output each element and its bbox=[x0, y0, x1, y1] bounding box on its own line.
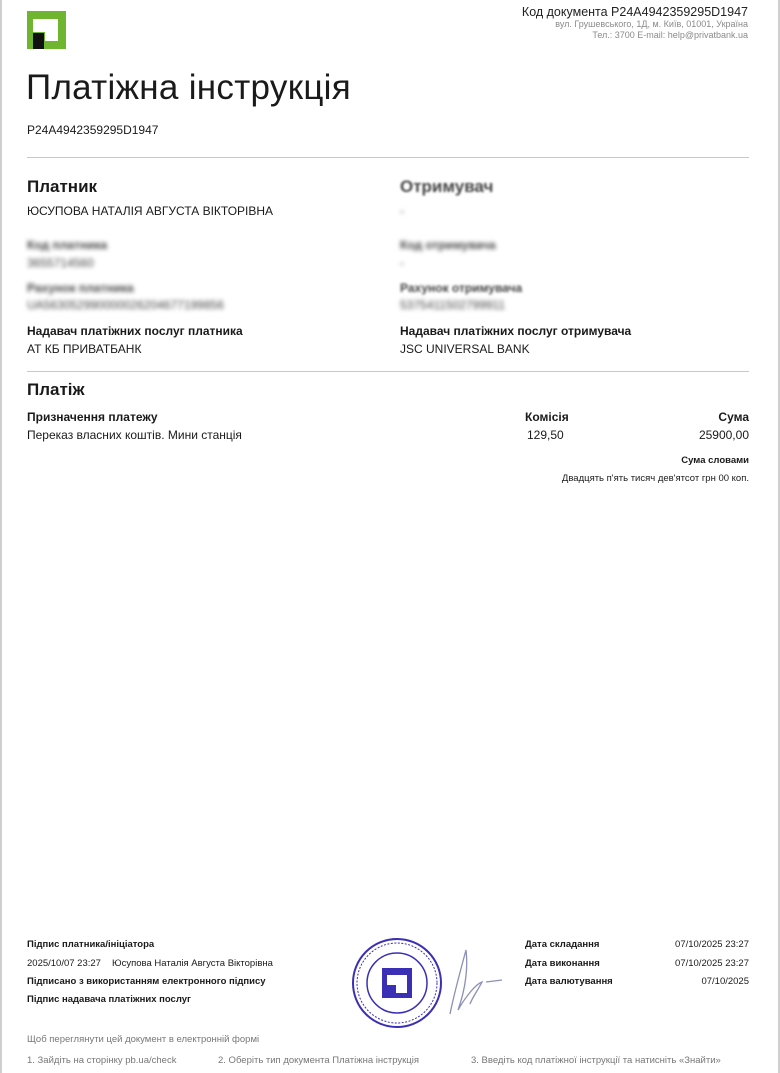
recipient-code-value: - bbox=[400, 256, 404, 270]
recipient-account-value: 5375411502799911 bbox=[400, 298, 505, 312]
recipient-provider-label: Надавач платіжних послуг отримувача bbox=[400, 324, 632, 338]
purpose-label: Призначення платежу bbox=[27, 410, 158, 424]
footer-step-2: 2. Оберіть тип документа Платіжна інструкція bbox=[218, 1055, 419, 1066]
value-date-value: 07/10/2025 bbox=[701, 976, 749, 987]
initiator-date: 2025/10/07 23:27 bbox=[27, 958, 101, 969]
recipient-name: - bbox=[400, 204, 404, 218]
recipient-heading: Отримувач bbox=[400, 177, 494, 196]
executed-date-label: Дата виконання bbox=[525, 958, 600, 969]
document-id: P24A4942359295D1947 bbox=[27, 123, 159, 137]
payer-account-value: UA563052990000026204677199856 bbox=[27, 298, 224, 312]
footer-step-3: 3. Введіть код платіжної інструкції та натисніть «Знайти» bbox=[471, 1055, 721, 1066]
footer-intro: Щоб переглянути цей документ в електронній формі bbox=[27, 1034, 260, 1045]
recipient-provider-value: JSC UNIVERSAL BANK bbox=[400, 342, 530, 356]
recipient-account-label: Рахунок отримувача bbox=[400, 281, 523, 295]
commission-value: 129,50 bbox=[527, 428, 564, 442]
sum-words-value: Двадцять п'ять тисяч дев'ятсот грн 00 коп. bbox=[561, 473, 749, 484]
privatbank-logo-icon bbox=[27, 11, 66, 49]
header-doc-code: Код документа P24A4942359295D1947 bbox=[521, 5, 748, 19]
handwritten-signature bbox=[436, 944, 508, 1024]
recipient-code-label: Код отримувача bbox=[400, 238, 496, 252]
sum-label: Сума bbox=[718, 410, 749, 424]
page-edge-left bbox=[0, 0, 2, 1073]
payment-heading: Платіж bbox=[27, 380, 85, 399]
divider bbox=[27, 371, 749, 372]
divider bbox=[27, 157, 749, 158]
executed-date-value: 07/10/2025 23:27 bbox=[675, 958, 749, 969]
provider-sign-label: Підпис надавача платіжних послуг bbox=[27, 994, 191, 1005]
bank-contacts: Тел.: 3700 E-mail: help@privatbank.ua bbox=[592, 30, 748, 40]
value-date-label: Дата валютування bbox=[525, 976, 613, 987]
created-date-label: Дата складання bbox=[525, 939, 600, 950]
commission-label: Комісія bbox=[525, 410, 569, 424]
footer-step-1: 1. Зайдіть на сторінку pb.ua/check bbox=[27, 1055, 177, 1066]
payer-code-value: 3655714560 bbox=[27, 256, 94, 270]
bank-address: вул. Грушевського, 1Д, м. Київ, 01001, Україна bbox=[555, 19, 748, 29]
initiator-name: Юсупова Наталія Августа Вікторівна bbox=[112, 958, 273, 969]
header-info bbox=[522, 5, 748, 41]
payer-provider-value: АТ КБ ПРИВАТБАНК bbox=[27, 342, 142, 356]
esign-label: Підписано з використанням електронного підпису bbox=[27, 976, 266, 987]
created-date-value: 07/10/2025 23:27 bbox=[675, 939, 749, 950]
bank-stamp-icon bbox=[351, 937, 443, 1029]
sum-words-label: Сума словами bbox=[681, 455, 749, 466]
sum-value: 25900,00 bbox=[698, 428, 749, 442]
purpose-value: Переказ власних коштів. Мини станція bbox=[27, 428, 242, 442]
page-title: Платіжна інструкція bbox=[26, 68, 352, 107]
payer-account-label: Рахунок платника bbox=[27, 281, 134, 295]
payer-provider-label: Надавач платіжних послуг платника bbox=[27, 324, 243, 338]
payer-heading: Платник bbox=[27, 177, 98, 196]
payer-code-label: Код платника bbox=[27, 238, 108, 252]
payer-name: ЮСУПОВА НАТАЛІЯ АВГУСТА ВІКТОРІВНА bbox=[27, 204, 274, 218]
initiator-sign-label: Підпис платника/ініціатора bbox=[27, 939, 155, 950]
